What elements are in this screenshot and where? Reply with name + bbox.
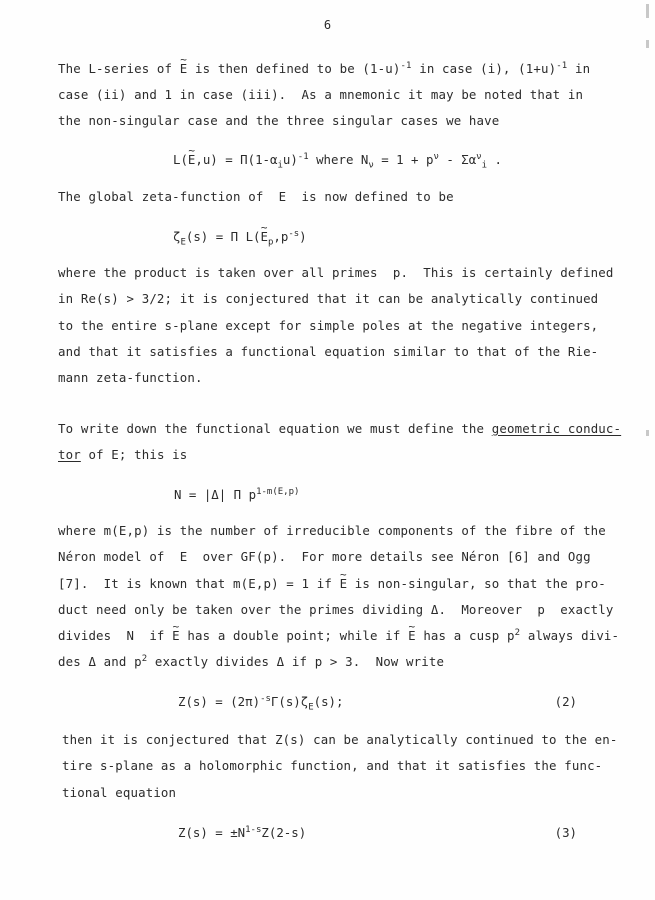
- margin-scan-mark: [646, 4, 649, 18]
- paragraph-line: to the entire s-plane except for simple poles at the negative integers,: [58, 318, 599, 333]
- paragraph-line: then it is conjectured that Z(s) can be analytically continued to the en-: [62, 732, 618, 747]
- equation-zeta: $\zeta_E(s) = \Pi$ L(~ $E_p,p^{-s}$): [173, 229, 307, 245]
- paragraph-line: des Δ and $p^2$ exactly divides Δ if p > 3. Now write: [58, 653, 445, 669]
- paragraph-line: The L-series of ~ E is then defined to be $(1-u)^{-1}$ in case (i), $(1+u)^{-1}$ in: [58, 61, 590, 77]
- equation-z-function: $Z(s) = (2\pi)^{-s}\Gamma(s)\zeta_E(s)$;: [178, 693, 344, 713]
- paragraph-line: the non-singular case and the three singular cases we have: [58, 113, 500, 128]
- equation-conductor: N = |Δ| Π $p^{1-m(E,p)}$: [174, 486, 300, 502]
- paragraph-line: case (ii) and 1 in case (iii). As a mnemonic it may be noted that in: [58, 87, 584, 102]
- paragraph-line: mann zeta-function.: [58, 370, 203, 385]
- margin-scan-mark: [646, 40, 649, 48]
- equation-number: (3): [554, 825, 577, 840]
- equation-functional: $Z(s) = \pm N^{1-s}Z(2-s)$: [178, 824, 307, 840]
- equation-number: (2): [554, 694, 577, 709]
- paragraph-line: and that it satisfies a functional equation similar to that of the Rie-: [58, 344, 599, 359]
- paragraph-line: where the product is taken over all primes p. This is certainly defined: [58, 265, 614, 280]
- equation-l-series: L(~ $E,u) = \Pi(1-\alpha_iu)^{-1}$ where $N_\nu = 1 + p^\nu - \Sigma\alpha^\nu_i$ .: [173, 152, 502, 168]
- paragraph-line: tire s-plane as a holomorphic function, and that it satisfies the func-: [62, 758, 603, 773]
- geometric-conductor-term: geometric conduc-: [491, 421, 622, 436]
- margin-scan-mark: [646, 430, 649, 436]
- paragraph-line: tor of E; this is: [58, 447, 188, 462]
- paragraph-line: To write down the functional equation we must define the geometric conduc-: [58, 421, 622, 436]
- paragraph-line: tional equation: [62, 785, 177, 800]
- paragraph-line: The global zeta-function of E is now defined to be: [58, 189, 454, 204]
- paragraph-line: in Re(s) > 3/2; it is conjectured that it can be analytically continued: [58, 291, 599, 306]
- paragraph-line: Néron model of E over GF(p). For more details see Néron [6] and Ogg: [58, 549, 591, 564]
- paragraph-line: [7]. It is known that m(E,p) = 1 if ~ E is non-singular, so that the pro-: [58, 576, 606, 592]
- paragraph-line: divides N if ~ E has a double point; while if ~ E has a cusp $p^2$ always divi-: [58, 628, 619, 644]
- paragraph-line: duct need only be taken over the primes dividing Δ. Moreover p exactly: [58, 602, 614, 617]
- paragraph-line: where m(E,p) is the number of irreducible components of the fibre of the: [58, 523, 606, 538]
- page-number: 6: [323, 18, 332, 32]
